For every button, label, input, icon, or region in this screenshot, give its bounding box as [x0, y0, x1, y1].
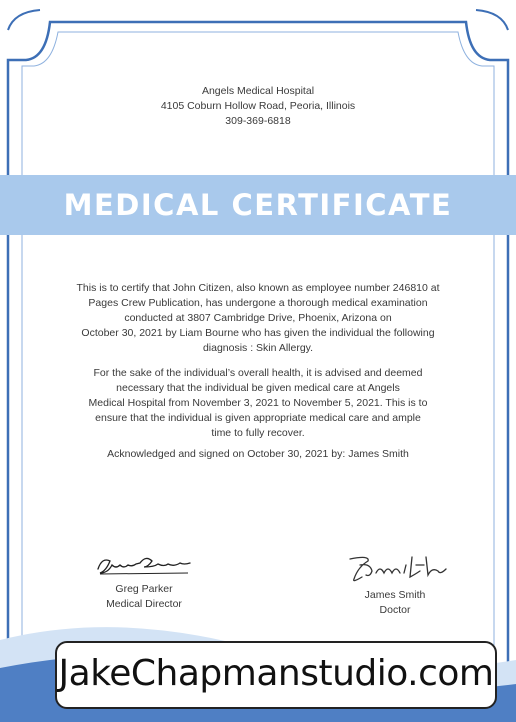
title-banner [0, 175, 516, 235]
paragraph-line: time to fully recover. [211, 427, 305, 439]
paragraph-line: This is to certify that John Citizen, also known as employee number 246810 at [76, 282, 440, 294]
paragraph-line: For the sake of the individual’s overall health, it is advised and deemed [93, 367, 423, 379]
signature-left [94, 553, 194, 579]
paragraph-line: Medical Hospital from November 3, 2021 to November 5, 2021. This is to [88, 397, 428, 409]
paragraph-line: conducted at 3807 Cambridge Drive, Phoenix, Arizona on [124, 312, 392, 324]
hospital-phone: 309-369-6818 [225, 115, 291, 127]
acknowledgement-line: Acknowledged and signed on October 30, 2021 by: James Smith [107, 448, 409, 460]
hospital-address: 4105 Coburn Hollow Road, Peoria, Illinois [160, 100, 356, 112]
advice-paragraph [60, 366, 456, 441]
watermark-banner: JakeChapmanstudio.com [55, 641, 497, 709]
signature-right [340, 553, 450, 585]
signature-block-right [325, 553, 465, 618]
certificate-title: MEDICAL CERTIFICATE [63, 188, 453, 222]
certification-paragraph [60, 281, 456, 356]
paragraph-line: October 30, 2021 by Liam Bourne who has given the individual the following [81, 327, 435, 339]
paragraph-line: Pages Crew Publication, has undergone a thorough medical examination [88, 297, 428, 309]
signatory-title: Doctor [379, 604, 411, 616]
signatory-name: James Smith [364, 589, 426, 601]
hospital-name: Angels Medical Hospital [201, 85, 315, 97]
paragraph-line: diagnosis : Skin Allergy. [202, 342, 314, 354]
paragraph-line: necessary that the individual be given medical care at Angels [116, 382, 400, 394]
hospital-header [0, 84, 516, 129]
signature-block-left [84, 553, 204, 612]
signatory-name: Greg Parker [115, 583, 173, 595]
paragraph-line: ensure that the individual is given appropriate medical care and ample [95, 412, 421, 424]
signatory-title: Medical Director [106, 598, 182, 610]
